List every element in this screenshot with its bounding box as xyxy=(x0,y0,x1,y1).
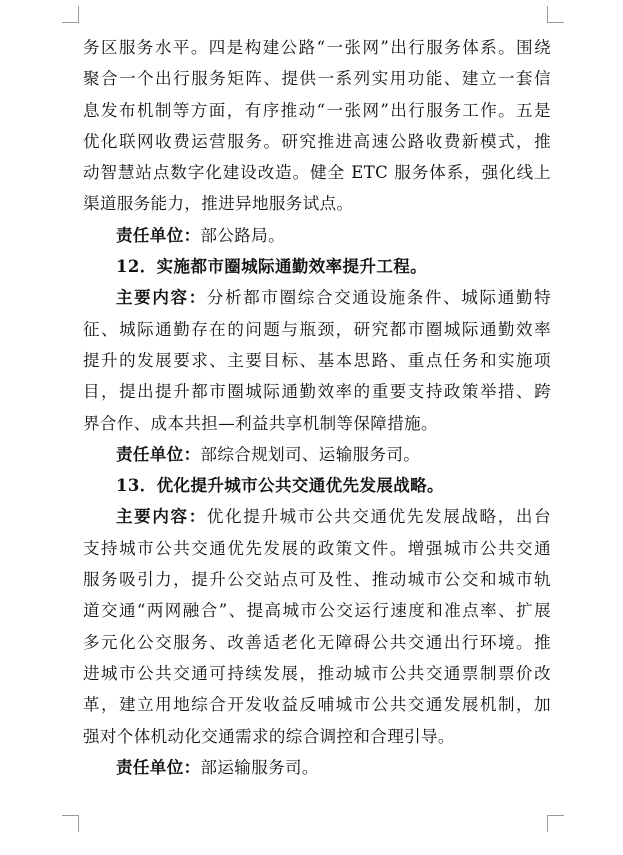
text-line: 渠道服务能力，推进异地服务试点。 xyxy=(83,194,354,214)
content-text: 分析都市圈综合交通设施条件、城际通勤特 xyxy=(206,288,551,308)
text-line: 道交通“两网融合”、提高城市公交运行速度和准点率、扩展 xyxy=(83,601,551,621)
responsible-label: 责任单位： xyxy=(116,225,201,245)
content-text: 优化提升城市公共交通优先发展战略，出台 xyxy=(206,507,551,527)
content-first-line-12 xyxy=(83,282,551,313)
document-body xyxy=(83,32,551,783)
crop-mark-bottom-right xyxy=(547,815,564,832)
content-first-line-13 xyxy=(83,501,551,532)
responsible-label: 责任单位： xyxy=(116,444,201,464)
section-title-12: 12．实施都市圈城际通勤效率提升工程。 xyxy=(116,257,428,277)
content-label: 主要内容： xyxy=(116,288,207,308)
content-label: 主要内容： xyxy=(116,507,207,527)
text-line: 目，提出提升都市圈城际通勤效率的重要支持政策举措、跨 xyxy=(83,382,551,402)
text-line: 进城市公共交通可持续发展，推动城市公共交通票制票价改 xyxy=(83,663,551,683)
text-line: 服务吸引力，提升公交站点可及性、推动城市公交和城市轨 xyxy=(83,570,551,590)
text-line: 界合作、成本共担—利益共享机制等保障措施。 xyxy=(83,413,438,433)
text-line: 息发布机制等方面，有序推动“一张网”出行服务工作。五是 xyxy=(83,100,551,120)
responsible-value: 部运输服务司。 xyxy=(200,757,319,777)
crop-mark-top-right xyxy=(547,6,564,23)
text-line: 征、城际通勤存在的问题与瓶颈，研究都市圈城际通勤效率 xyxy=(83,319,551,339)
text-line: 聚合一个出行服务矩阵、提供一系列实用功能、建立一套信 xyxy=(83,69,551,89)
text-line: 动智慧站点数字化建设改造。健全 ETC 服务体系，强化线上 xyxy=(83,163,551,183)
crop-mark-bottom-left xyxy=(62,815,79,832)
text-line: 务区服务水平。四是构建公路“一张网”出行服务体系。围绕 xyxy=(83,38,551,57)
responsible-value: 部公路局。 xyxy=(200,225,285,245)
responsible-unit-11 xyxy=(83,220,551,251)
responsible-value: 部综合规划司、运输服务司。 xyxy=(200,444,421,464)
text-line: 提升的发展要求、主要目标、基本思路、重点任务和实施项 xyxy=(83,350,551,370)
text-line: 多元化公交服务、改善适老化无障碍公共交通出行环境。推 xyxy=(83,632,551,652)
responsible-unit-12 xyxy=(83,439,551,470)
text-line: 优化联网收费运营服务。研究推进高速公路收费新模式，推 xyxy=(83,131,551,151)
crop-mark-top-left xyxy=(62,6,79,23)
text-line: 革，建立用地综合开发收益反哺城市公共交通发展机制，加 xyxy=(83,695,551,715)
text-line: 支持城市公共交通优先发展的政策文件。增强城市公共交通 xyxy=(83,538,551,558)
section-title-13: 13．优化提升城市公共交通优先发展战略。 xyxy=(116,476,444,496)
responsible-unit-13 xyxy=(83,752,551,783)
text-line: 强对个体机动化交通需求的综合调控和合理引导。 xyxy=(83,726,455,746)
responsible-label: 责任单位： xyxy=(116,757,201,777)
